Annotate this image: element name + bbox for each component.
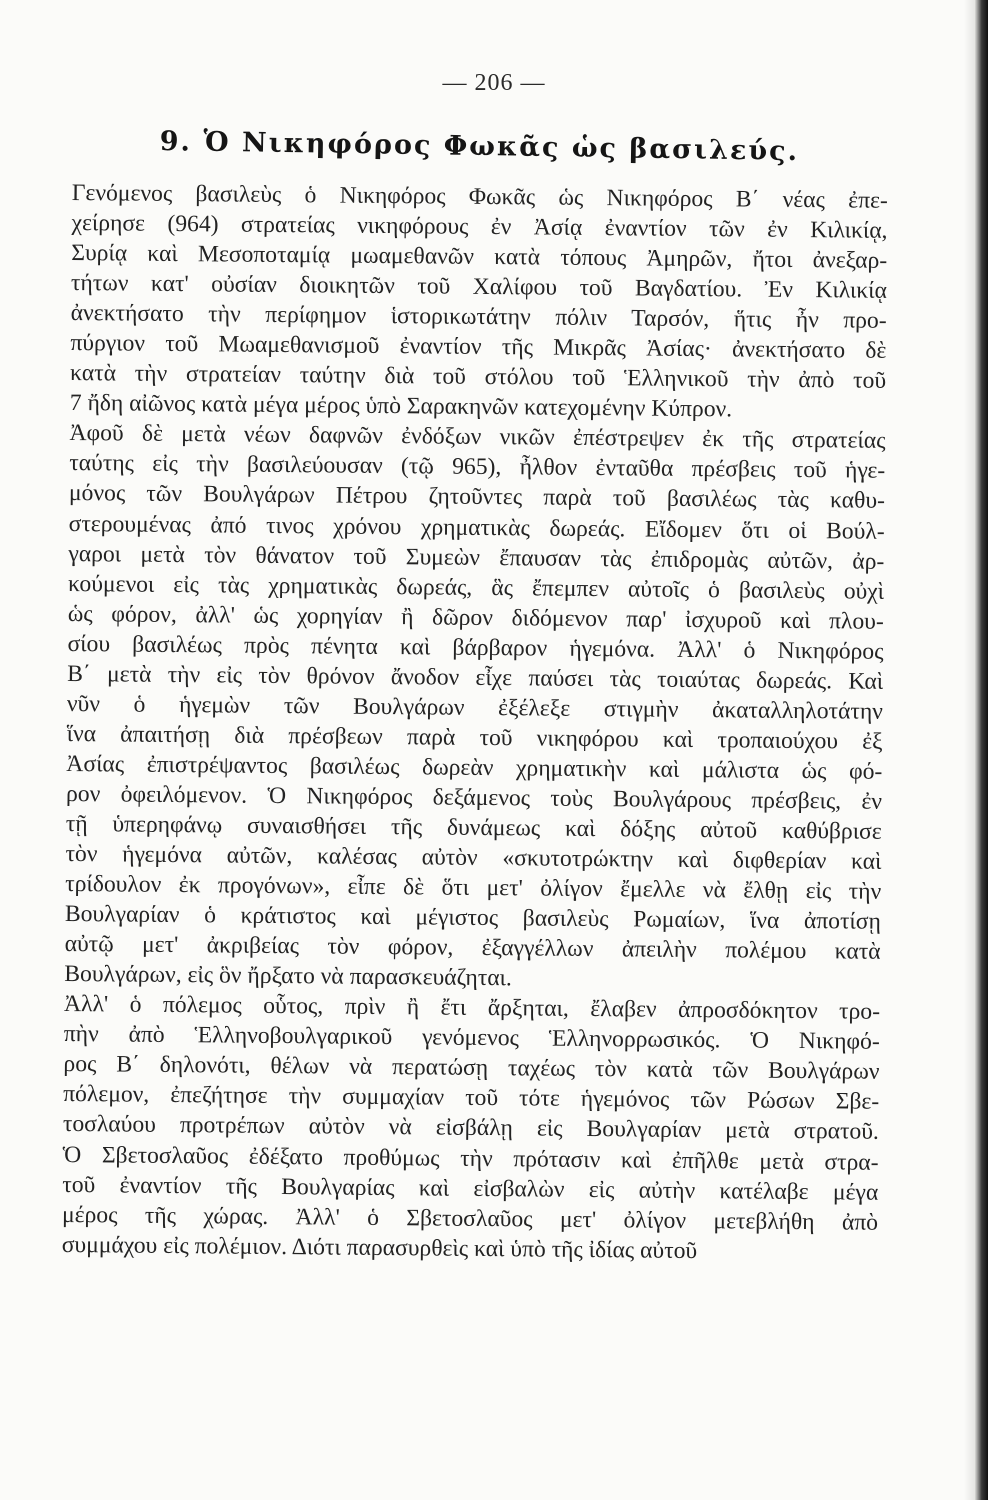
text-line: ἵνα ἀπαιτήσῃ διὰ πρέσβεων παρὰ τοῦ νικηφόρου καὶ τροπαιούχου ἐξ (66, 720, 883, 755)
text-line: τοσλαύου προτρέπων αὐτὸν νὰ εἰσβάλῃ εἰς Βουλγαρίαν μετὰ στρατοῦ. (62, 1111, 880, 1146)
text-line: μέρος τῆς χώρας. Ἀλλ' ὁ Σβετοσλαῦος μετ' ὀλίγον μετεβλήθη ἀπὸ (61, 1201, 879, 1236)
text-line: ὡς φόρον, ἀλλ' ὡς χορηγίαν ἢ δῶρον διδόμενον παρ' ἰσχυροῦ καὶ πλου- (67, 600, 884, 635)
text-line: γαροι μετὰ τὸν θάνατον τοῦ Συμεὼν ἔπαυσαν τὰς ἐπιδρομὰς αὐτῶν, ἀρ- (68, 540, 885, 575)
text-line: Ἀλλ' ὁ πόλεμος οὗτος, πρὶν ἢ ἔτι ἄρξηται, ἔλαβεν ἀπροσδόκητον τρο- (63, 991, 881, 1026)
page-edge-shadow (964, 0, 974, 1500)
text-line: τρίδουλον ἐκ προγόνων», εἶπε δὲ ὅτι μετ' ὀλίγον ἔμελλε νὰ ἔλθῃ εἰς τὴν (65, 871, 882, 905)
text-line: αὐτῷ μετ' ἀκριβείας τὸν φόρον, ἐξαγγέλλων ἀπειλὴν πολέμου κατὰ (64, 931, 881, 965)
text-line: ἀνεκτήσατο τὴν περίφημον ἱστορικωτάτην πόλιν Ταρσόν, ἥτις ἦν προ- (70, 300, 887, 335)
text-line: 7 ἤδη αἰῶνος κατὰ μέγα μέρος ὑπὸ Σαρακηνῶν κατεχομένην Κύπρον. (69, 390, 733, 423)
text-line: πὴν ἀπὸ Ἑλληνοβουλγαρικοῦ γενόμενος Ἑλληνορρωσικός. Ὁ Νικηφό- (63, 1021, 880, 1056)
text-line: Ἀσίας ἐπιστρέψαντος βασιλέως δωρεὰν χρηματικὴν καὶ μάλιστα ὡς φό- (66, 750, 883, 785)
text-line: χείρησε (964) στρατείας νικηφόρους ἐν Ἀσίᾳ ἐναντίον τῶν ἐν Κιλικίᾳ, (71, 210, 888, 244)
text-line: τήτων κατ' οὐσίαν διοικητῶν τοῦ Χαλίφου τοῦ Βαγδατίου. Ἐν Κιλικίᾳ (70, 270, 888, 304)
text-line: τὸν ἡγεμόνα αὐτῶν, καλέσας αὐτὸν «σκυτοτρώκτην καὶ διφθερίαν καὶ (65, 841, 882, 875)
text-line: κατὰ τὴν στρατείαν ταύτην διὰ τοῦ στόλου τοῦ Ἑλληνικοῦ τὴν ἀπὸ τοῦ (70, 360, 887, 395)
text-line: ρον ὀφειλόμενον. Ὁ Νικηφόρος δεξάμενος τοὺς Βουλγάρους πρέσβεις, ἐν (65, 780, 883, 815)
text-line: Ὁ Σβετοσλαῦος ἐδέξατο προθύμως τὴν πρότασιν καὶ ἐπῆλθε μετὰ στρα- (62, 1141, 879, 1176)
text-line: τῇ ὑπερηφάνῳ συναισθήσει τῆς δυνάμεως καὶ δόξης αὐτοῦ καθύβρισε (65, 810, 882, 845)
text-line: Βουλγαρίαν ὁ κράτιστος καὶ μέγιστος βασιλεὺς Ρωμαίων, ἵνα ἀποτίσῃ (64, 901, 882, 935)
text-line: Β΄ μετὰ τὴν εἰς τὸν θρόνον ἄνοδον εἶχε παύσει τὰς τοιαύτας δωρεάς. Καὶ (67, 660, 884, 695)
text-line: ρος Β΄ δηλονότι, θέλων νὰ περατώσῃ ταχέως τὸν κατὰ τῶν Βουλγάρων (63, 1051, 880, 1086)
page-number: — 206 — (442, 70, 546, 96)
text-line: συμμάχου εἰς πολέμιον. Διότι παρασυρθεὶς καὶ ὑπὸ τῆς ἰδίας αὐτοῦ (61, 1231, 698, 1264)
text-line: πόλεμον, ἐπεζήτησε τὴν συμμαχίαν τοῦ τότε ἡγεμόνος τῶν Ρώσων Σβε- (63, 1081, 880, 1116)
text-line: Βουλγάρων, εἰς ὃν ἤρξατο νὰ παρασκευάζηται. (64, 961, 513, 992)
text-line: ταύτης εἰς τὴν βασιλεύουσαν (τῷ 965), ἦλθον ἐνταῦθα πρέσβεις τοῦ ἡγε- (69, 450, 886, 485)
page-edge (974, 0, 988, 1500)
text-line: στερουμένας ἀπό τινος χρόνου χρηματικὰς δωρεάς. Εἴδομεν ὅτι οἱ Βούλ- (68, 510, 885, 545)
text-line: Ἀφοῦ δὲ μετὰ νέων δαφνῶν ἐνδόξων νικῶν ἐπέστρεψεν ἐκ τῆς στρατείας (69, 420, 886, 455)
text-line: σίου βασιλέως πρὸς πένητα καὶ βάρβαρον ἡγεμόνα. Ἀλλ' ὁ Νικηφόρος (67, 630, 884, 665)
text-line: τοῦ ἐναντίον τῆς Βουλγαρίας καὶ εἰσβαλὼν εἰς αὐτὴν κατέλαβε μέγα (62, 1171, 879, 1206)
text-line: μόνος τῶν Βουλγάρων Πέτρου ζητοῦντες παρὰ τοῦ βασιλέως τὰς καθυ- (68, 480, 886, 515)
body-text (62, 178, 888, 1267)
text-line: κούμενοι εἰς τὰς χρηματικὰς δωρεάς, ἃς ἔπεμπεν αὐτοῖς ὁ βασιλεὺς οὐχὶ (67, 570, 885, 605)
text-line: νῦν ὁ ἡγεμὼν τῶν Βουλγάρων ἐξέλεξε στιγμὴν ἀκαταλληλοτάτην (66, 690, 884, 725)
text-line: πύργιον τοῦ Μωαμεθανισμοῦ ἐναντίον τῆς Μικρᾶς Ἀσίας· ἀνεκτήσατο δὲ (70, 330, 887, 365)
section-heading: 9. Ὁ Νικηφόρος Φωκᾶς ὡς βασιλεύς. (159, 126, 800, 168)
text-line: Συρίᾳ καὶ Μεσοποταμίᾳ μωαμεθανῶν κατὰ τόπους Ἀμηρῶν, ἤτοι ἀνεξαρ- (71, 240, 888, 274)
text-line: Γενόμενος βασιλεὺς ὁ Νικηφόρος Φωκᾶς ὡς Νικηφόρος Β΄ νέας ἐπε- (71, 179, 888, 214)
